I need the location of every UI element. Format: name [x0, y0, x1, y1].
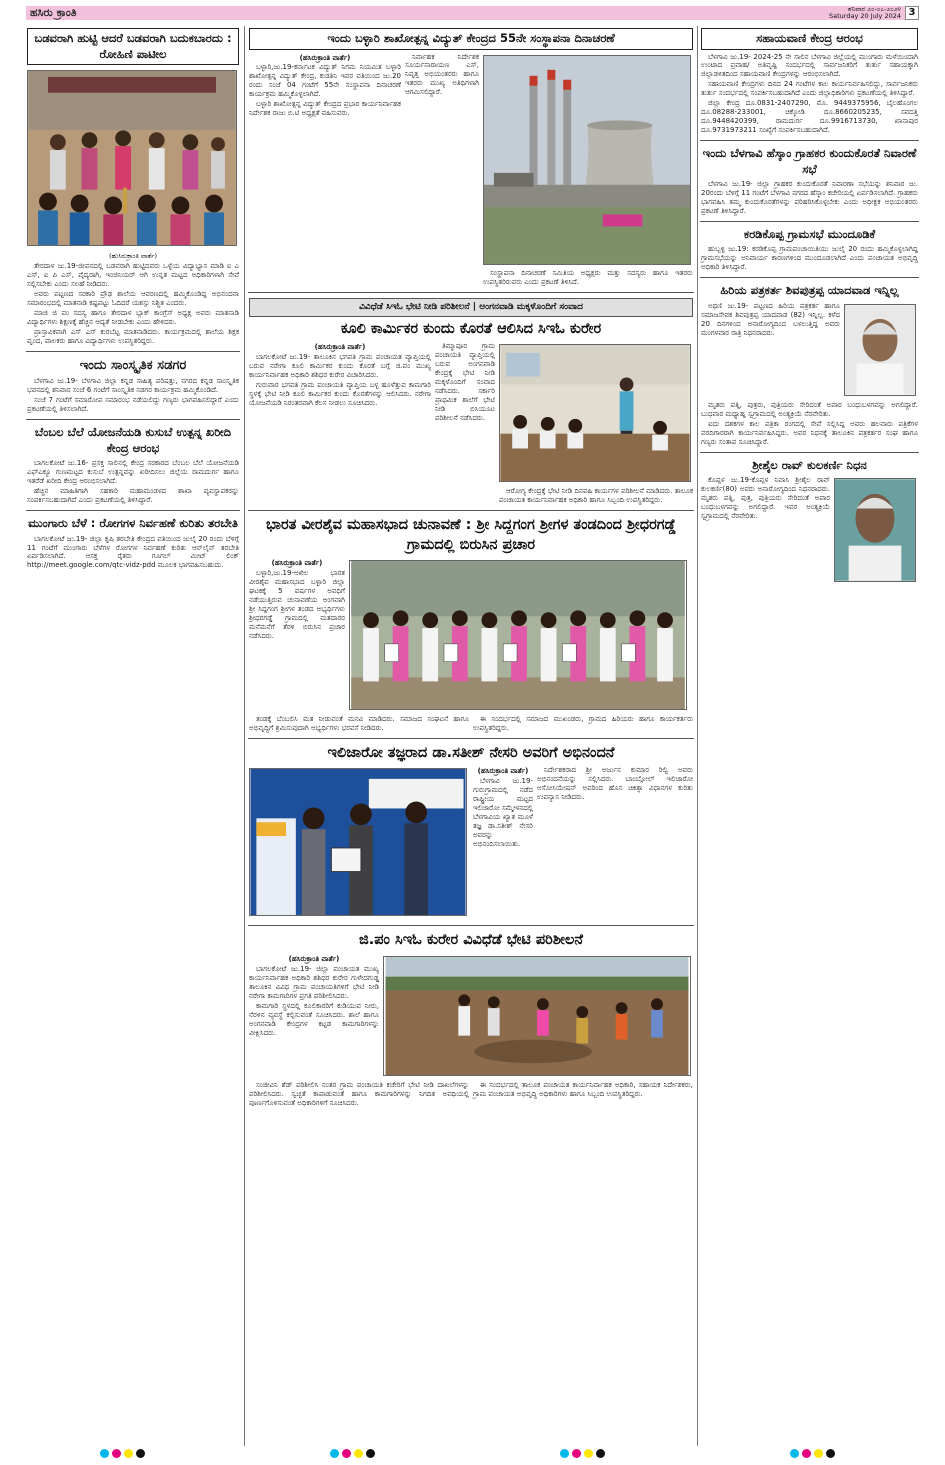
dateline: (ಹಸಿರುಕ್ರಾಂತಿ ವಾರ್ತೆ)	[477, 767, 529, 776]
article-dr-satish-nesari	[248, 742, 694, 927]
article-paragraph: ತಂಡಕ್ಕೆ ಬೆಂಬಲಿಸಿ ಮತ ನೀಡುವಂತೆ ಮನವಿ ಮಾಡಿದರು. ಸಮಾಜದ ಸಂಘಟನೆ ಹಾಗೂ ಅಭಿವೃದ್ಧಿಗೆ ಶ್ರಮಿಸುವುದಾಗಿ ಅಭ್ಯರ್ಥಿಗಳು ಭರವಸೆ ನೀಡಿದರು.	[249, 715, 469, 732]
article-paragraph: ಸಂಸ್ಥಾಪನಾ ದಿನಾಚರಣೆ ಸಮಿತಿಯ ಅಧ್ಯಕ್ಷರು ಮತ್ತು ಸದಸ್ಯರು ಹಾಗೂ ಇತರರು ಉಪಸ್ಥಿತರಿರುವರು ಎಂದು ಪ್ರಕಟಣೆ ತಿಳಿಸಿದೆ.	[483, 269, 693, 287]
page-number: 3	[905, 6, 919, 20]
portrait-photo	[834, 478, 916, 582]
article-paragraph: ಮಾಜಿ ಜಿ ಪಂ ಸದಸ್ಯ ಹಾಗೂ ತೇರದಾಳ ಬ್ಲಾಕ್ ಕಾಂಗ್ರೆಸ್ ಅಧ್ಯಕ್ಷ ಅವರು ಮಾತನಾಡಿ ವಿದ್ಯಾರ್ಥಿಗಳು ಶಿಕ್ಷಣಕ್ಕೆ ಹೆಚ್ಚಿನ ಆದ್ಯತೆ ನೀಡಬೇಕು ಎಂದು ಹೇಳಿದರು.	[27, 309, 239, 327]
headline: ಸಹಾಯವಾಣಿ ಕೇಂದ್ರ ಆರಂಭ	[701, 28, 918, 50]
headline: ಬಡವರಾಗಿ ಹುಟ್ಟಿ ಆದರೆ ಬಡವರಾಗಿ ಬದುಕಬಾರದು : ರೋಹಿಣಿ ಪಾಟೀಲ	[27, 28, 239, 65]
headline: ಹಿರಿಯ ಪತ್ರಕರ್ತ ಶಿವಪುತ್ರಪ್ಪ ಯಾದವಾಡ ಇನ್ನಿಲ್ಲ	[720, 283, 899, 298]
column-right	[700, 26, 919, 1446]
headline: ಇಲಿಜಾರೋ ತಜ್ಞರಾದ ಡಾ.ಸತೀಶ್ ನೇಸರಿ ಅವರಿಗೆ ಅಭಿನಂದನೆ	[327, 744, 615, 761]
article-paragraph: ಕೊಪ್ಪಳ ಜು.19-ಕೊಪ್ಪಳ ನಿವಾಸಿ ಶ್ರೀಶೈಲ ರಾವ್ ಕುಲಕರ್ಣಿ(80) ಅವರು ಅನಾರೋಗ್ಯದಿಂದ ನಿಧನರಾದರು. ಮೃತರು ಪತ್ನಿ, ಪುತ್ರ, ಪುತ್ರಿಯರು ಸೇರಿದಂತೆ ಅಪಾರ ಬಂಧುಬಳಗವನ್ನು ಅಗಲಿದ್ದಾರೆ. ಇವರ ಅಂತ್ಯಕ್ರಿಯೆ ಸ್ವಗ್ರಾಮದಲ್ಲಿ ನೆರವೇರಿತು.	[701, 476, 830, 520]
headline: ಶ್ರೀಶೈಲ ರಾವ್ ಕುಲಕರ್ಣಿ ನಿಧನ	[752, 457, 867, 472]
headline: ಕರಡಿಕೊಪ್ಪ ಗ್ರಾಮಸಭೆ ಮುಂದೂಡಿಕೆ	[743, 226, 876, 241]
article-paragraph: ನಿರ್ದೇಶಕರಾದ ಶ್ರೀ ಅರ್ಜುನ ಕುಮಾರ ರಿಲ್ವಿ ಅವರು ಅಭಿನಂದನೆಯನ್ನು ಸಲ್ಲಿಸಿದರು. ಬಾಂಬ್ಗೋಲ್ ಇಲಿಜಾರೋ ಅಸೋಸಿಯೇಷನ್ ಅವರಿಂದ ಹೊಸ ಚಿಕಿತ್ಸಾ ವಿಧಾನಗಳ ಕುರಿತು ಉಪನ್ಯಾಸ ನೀಡಿದರು.	[537, 766, 693, 802]
headline: ಜಿ.ಪಂ ಸಿಇಓ ಕುರೇರ ವಿವಿಧೆಡೆ ಭೇಟಿ ಪರಿಶೀಲನೆ	[358, 932, 584, 949]
article-paragraph: ಜಿಲ್ಲಾ ಕೇಂದ್ರ ದೂ.0831-2407290, ಮೊ. 9449375956, ಬೈಲಹೊಂಗಲ ದೂ.08288-233001, ಚಿಕ್ಕೋಡಿ ದೂ.8660205235, ಸವದತ್ತಿ ದೂ.9448420399, ರಾಮದುರ್ಗ ದೂ.9916713730, ಖಾನಾಪುರ ದೂ.9731973211 ಸಂಖ್ಯೆಗೆ ಸಂಪರ್ಕಿಸಬಹುದಾಗಿದೆ.	[701, 99, 918, 135]
article-monsoon-training	[26, 514, 240, 575]
article-obituary-yadawad	[700, 281, 919, 452]
dateline: (ಹಸಿರುಕ್ರಾಂತಿ ವಾರ್ತೆ)	[314, 343, 366, 352]
dateline: (ಹಸಿರುಕ್ರಾಂತಿ ವಾರ್ತೆ)	[299, 53, 351, 62]
article-paragraph: ಸಹಾಯವಾಣಿ ಕೇಂದ್ರಗಳು ದಿನದ 24 ಗಂಟೆಗಳ ಕಾಲ ಕಾರ್ಯನಿರ್ವಹಿಸಲಿದ್ದು, ಸಾರ್ವಜನಿಕರು ತುರ್ತು ಸಂದರ್ಭದಲ್ಲಿ ಸಂಪರ್ಕಿಸಬಹುದಾಗಿದೆ ಎಂದು ಜಿಲ್ಲಾಧಿಕಾರಿಗಳು ಪ್ರಕಟಣೆಯಲ್ಲಿ ತಿಳಿಸಿದ್ದಾರೆ.	[701, 80, 918, 98]
article-safflower-procurement	[26, 423, 240, 511]
column-left	[26, 26, 240, 1446]
headline: ಇಂದು ಬಳ್ಳಾರಿ ಶಾಖೋತ್ಪನ್ನ ವಿದ್ಯುತ್ ಕೇಂದ್ರದ 55ನೇ ಸಂಸ್ಥಾಪನಾ ದಿನಾಚರಣೆ	[249, 28, 693, 50]
article-paragraph: ಈ ಸಂದರ್ಭದಲ್ಲಿ ಸಮಾಜದ ಮುಖಂಡರು, ಗ್ರಾಮದ ಹಿರಿಯರು ಹಾಗೂ ಕಾರ್ಯಕರ್ತರು ಉಪಸ್ಥಿತರಿದ್ದರು.	[473, 715, 693, 732]
article-paragraph: ಬಳ್ಳಾರಿ ಶಾಖೋತ್ಪನ್ನ ವಿದ್ಯುತ್ ಕೇಂದ್ರದ ಪ್ರಭಾರ ಕಾರ್ಯನಿರ್ವಾಹಕ ನಿರ್ದೇಶಕ ರಾಜು ಬಿ.ಟಿ ಅಧ್ಯಕ್ಷತೆ ವಹಿಸುವರು.	[249, 100, 401, 118]
registration-marks	[100, 1449, 156, 1459]
article-paragraph: ಈ ಸಂದರ್ಭದಲ್ಲಿ ತಾಲೂಕ ಪಂಚಾಯತ ಕಾರ್ಯನಿರ್ವಾಹಕ ಅಧಿಕಾರಿ, ಸಹಾಯಕ ನಿರ್ದೇಶಕರು, ಗ್ರಾಮ ಪಂಚಾಯತ ಅಭಿವೃದ್ಧಿ ಅಧಿಕಾರಿಗಳು ಹಾಗೂ ಸಿಬ್ಬಂದಿ ಉಪಸ್ಥಿತರಿದ್ದರು.	[473, 1080, 693, 1098]
article-ceo-labourers	[248, 296, 694, 511]
masthead-bar	[26, 6, 919, 20]
article-paragraph: ಕಾಮಗಾರಿ ಸ್ಥಳದಲ್ಲಿ ಕೂಲಿಕಾರರಿಗೆ ಕುಡಿಯುವ ನೀರು, ನೆರಳಿನ ವ್ಯವಸ್ಥೆ ಕಲ್ಪಿಸುವಂತೆ ಸೂಚಿಸಿದರು. ಶಾಲೆ ಹಾಗೂ ಅಂಗನವಾಡಿ ಕೇಂದ್ರಗಳ ಕಟ್ಟಡ ಕಾಮಗಾರಿಗಳನ್ನು ವೀಕ್ಷಿಸಿದರು.	[249, 1001, 379, 1037]
headline: ಮುಂಗಾರು ಬೆಳೆ : ರೋಗಗಳ ನಿರ್ವಹಣೆ ಕುರಿತು ತರಬೇತಿ	[28, 516, 238, 531]
article-hescom-meeting	[700, 144, 919, 222]
dateline: (ಹಸಿರುಕ್ರಾಂತಿ ವಾರ್ತೆ)	[271, 559, 323, 568]
article-paragraph: ತೇರದಾಳ ಜು.19-ಜೀವನದಲ್ಲಿ ಬಡವರಾಗಿ ಹುಟ್ಟಿದವರು ಒಳ್ಳೆಯ ವಿದ್ಯಾಭ್ಯಾಸ ಮಾಡಿ ಐ ಎ ಎಸ್, ಐ ಪಿ ಎಸ್, ವೈದ್ಯರಾಗಿ, ಇಂಜಿನಿಯರ್ ಆಗಿ ಉನ್ನತ ಮಟ್ಟದ ಅಧಿಕಾರಿಗಳಾಗಿ ಸೇವೆ ಸಲ್ಲಿಸಬೇಕು ಎಂದು ಸಲಹೆ ನೀಡಿದರು.	[27, 262, 239, 289]
article-paragraph: ಬಳ್ಳಾರಿ,ಜು.19-ಕರ್ನಾಟಕ ವಿದ್ಯುತ್ ನಿಗಮ ನಿಯಮಿತ ಬಳ್ಳಾರಿ ಶಾಖೋತ್ಪನ್ನ ವಿದ್ಯುತ್ ಕೇಂದ್ರ, ಕುಡತಿನಿ ಇವರ ವತಿಯಿಂದ ಜು.20 ರಂದು ಸಂಜೆ 04 ಗಂಟೆಗೆ 55ನೇ ಸಂಸ್ಥಾಪನಾ ದಿನಾಚರಣೆ ಕಾರ್ಯಕ್ರಮ ಹಮ್ಮಿಕೊಳ್ಳಲಾಗಿದೆ.	[249, 63, 401, 99]
masthead	[26, 6, 919, 20]
article-rohini-patil	[26, 26, 240, 352]
headline: ಇಂದು ಸಾಂಸ್ಕೃತಿಕ ಸಡಗರ	[79, 357, 187, 373]
masthead-dates	[829, 6, 901, 20]
registration-marks	[790, 1449, 846, 1459]
article-paragraph: ಮೃತರು ಪತ್ನಿ, ಪುತ್ರರು, ಪುತ್ರಿಯರು ಸೇರಿದಂತೆ ಅಪಾರ ಬಂಧುಬಳಗವನ್ನು ಅಗಲಿದ್ದಾರೆ. ಬುಧವಾರ ಮಧ್ಯಾಹ್ನ ಸ್ವಗ್ರಾಮದಲ್ಲಿ ಅಂತ್ಯಕ್ರಿಯೆ ನೆರವೇರಿತು.	[701, 400, 918, 418]
article-paragraph: ಹೆಚ್ಚಿನ ಮಾಹಿತಿಗಾಗಿ ಸಹಕಾರಿ ಮಹಾಮಂಡಳದ ಶಾಖಾ ವ್ಯವಸ್ಥಾಪಕರನ್ನು ಸಂಪರ್ಕಿಸಬಹುದಾಗಿದೆ ಎಂದು ಪ್ರಕಟಣೆಯಲ್ಲಿ ತಿಳಿಸಿದ್ದಾರೆ.	[27, 487, 239, 505]
subhead-band: ವಿವಿಧೆಡೆ ಸಿಇಓ ಭೇಟಿ ನೀಡಿ ಪರಿಶೀಲನೆ | ಅಂಗನವಾಡಿ ಮಕ್ಕಳೊಂದಿಗೆ ಸಂವಾದ	[249, 298, 693, 316]
article-paragraph: ಸಂಜೀವಿನಿ ಶೆಡ್ ಪರಿಶೀಲಿಸಿ ನಂತರ ಗ್ರಾಮ ಪಂಚಾಯತಿ ಕಚೇರಿಗೆ ಭೇಟಿ ನೀಡಿ ದಾಖಲೆಗಳನ್ನು ಪರಿಶೀಲಿಸಿದರು. ಸ್ವಚ್ಛತೆ ಕಾಪಾಡುವಂತೆ ಹಾಗೂ ಕಾಮಗಾರಿಗಳನ್ನು ನಿಗದಿತ ಅವಧಿಯಲ್ಲಿ ಪೂರ್ಣಗೊಳಿಸುವಂತೆ ಅಧಿಕಾರಿಗಳಿಗೆ ಸೂಚಿಸಿದರು.	[249, 1080, 469, 1107]
classroom-photo	[499, 344, 691, 482]
headline: ಭಾರತ ವೀರಶೈವ ಮಹಾಸಭಾದ ಚುನಾವಣೆ : ಶ್ರೀ ಸಿದ್ದಗಂಗ ಶ್ರೀಗಳ ತಂಡದಿಂದ ಶ್ರೀಧರಗಡ್ಡೆ ಗ್ರಾಮದಲ್ಲಿ ಬಿರುಸಿನ ಪ್ರಚಾರ	[265, 516, 677, 553]
article-paragraph: ಸಂಜೆ 7 ಗಂಟೆಗೆ ಸಮಾರೋಪ ಸಮಾರಂಭ ನಡೆಯಲಿದ್ದು ಗಣ್ಯರು ಭಾಗವಹಿಸಲಿದ್ದಾರೆ ಎಂದು ಪ್ರಕಟಣೆಯಲ್ಲಿ ತಿಳಿಸಲಾಗಿದೆ.	[27, 396, 239, 414]
dateline: (ಹಸಿರುಕ್ರಾಂತಿ ವಾರ್ತೆ)	[288, 955, 340, 963]
article-paragraph: ಬಾಗಲಕೋಟೆ ಜು.16- ಪ್ರಸಕ್ತ ಸಾಲಿನಲ್ಲಿ ಕೇಂದ್ರ ಸರಕಾರದ ಬೆಂಬಲ ಬೆಲೆ ಯೋಜನೆಯಡಿ ಎಫ್‌ಎಕ್ಯೂ ಗುಣಮಟ್ಟದ ಕುಸುಬೆ ಉತ್ಪನ್ನವನ್ನು ಖರೀದಿಸಲು ಜಿಲ್ಲೆಯ ರಾಮದುರ್ಗ ಹಾಗೂ ಇತರೆಡೆ ಖರೀದಿ ಕೇಂದ್ರ ಆರಂಭಿಸಲಾಗಿದೆ.	[27, 459, 239, 486]
headline: ಇಂದು ಬೆಳಗಾವಿ ಹೆಸ್ಕಾಂ ಗ್ರಾಹಕರ ಕುಂದುಕೊರತೆ ನಿವಾರಣೆ ಸಭೆ	[702, 146, 917, 176]
column-rule	[244, 26, 245, 1446]
felicitation-photo	[249, 768, 467, 916]
article-paragraph: ಬೆಳಗಾವಿ ಜು.19- ಬೆಳಗಾವಿ ಜಿಲ್ಲಾ ಕನ್ನಡ ಸಾಹಿತ್ಯ ಪರಿಷತ್ತು, ನಗರದ ಕನ್ನಡ ಸಾಂಸ್ಕೃತಿಕ ಭವನದಲ್ಲಿ ಶನಿವಾರ ಸಂಜೆ 6 ಗಂಟೆಗೆ ಸಾಂಸ್ಕೃತಿಕ ಸಡಗರ ಕಾರ್ಯಕ್ರಮ ಹಮ್ಮಿಕೊಂಡಿದೆ.	[27, 377, 239, 395]
article-paragraph: ಐದು ದಶಕಗಳ ಕಾಲ ಪತ್ರಿಕಾ ರಂಗದಲ್ಲಿ ಸೇವೆ ಸಲ್ಲಿಸಿದ್ದ ಅವರು ಹಲವಾರು ಪತ್ರಿಕೆಗಳ ವರದಿಗಾರರಾಗಿ ಕಾರ್ಯನಿರ್ವಹಿಸಿದ್ದರು. ಅವರ ನಿಧನಕ್ಕೆ ತಾಲೂಕಿನ ಪತ್ರಕರ್ತರ ಸಂಘ ಹಾಗೂ ಗಣ್ಯರು ಸಂತಾಪ ಸೂಚಿಸಿದ್ದಾರೆ.	[701, 419, 918, 446]
power-plant-photo	[483, 55, 691, 265]
article-veerashaiva-election	[248, 514, 694, 739]
headline: ಕೂಲಿ ಕಾರ್ಮಿಕರ ಕುಂದು ಕೊರತೆ ಆಲಿಸಿದ ಸಿಇಓ ಕುರೇರ	[340, 320, 602, 337]
article-paragraph: ತಿಮ್ಮಾಪೂರ ಗ್ರಾಮ ಪಂಚಾಯತಿ ವ್ಯಾಪ್ತಿಯಲ್ಲಿ ಬರುವ ಅಂಗನವಾಡಿ ಕೇಂದ್ರಕ್ಕೆ ಭೇಟಿ ನೀಡಿ ಮಕ್ಕಳೊಂದಿಗೆ ಸಂವಾದ ನಡೆಸಿದರು. ಸರ್ಕಾರಿ ಪ್ರಾಥಮಿಕ ಶಾಲೆಗೆ ಭೇಟಿ ನೀಡಿ ಬಿಸಿಯೂಟ ಪರಿಶೀಲನೆ ನಡೆಸಿದರು.	[435, 342, 495, 422]
date-english: Saturday 20 July 2024	[829, 12, 901, 20]
column-rule	[697, 26, 698, 1446]
article-ceo-inspection	[248, 929, 694, 1112]
campaign-group-photo	[349, 560, 687, 710]
article-paragraph: ಗುರುವಾರ ಭಗವತಿ ಗ್ರಾಮ ಪಂಚಾಯತಿ ವ್ಯಾಪ್ತಿಯ ಬಳ್ಳ ಹೂಳೆತ್ತುವ ಕಾಮಗಾರಿ ಸ್ಥಳಕ್ಕೆ ಭೇಟಿ ನೀಡಿ ಕೂಲಿ ಕಾರ್ಮಿಕರ ಕುಂದು ಕೊರತೆಗಳನ್ನು ಆಲಿಸಿದರು. ನರೇಗಾ ಯೋಜನೆಯಡಿ ನಿರಂತರವಾಗಿ ಕೆಲಸ ನೀಡಲು ಸೂಚಿಸಿದರು.	[249, 380, 431, 407]
article-paragraph: ಬಾಗಲಕೋಟೆ ಜು.19- ತಾಲೂಕಿನ ಭಗವತಿ ಗ್ರಾಮ ಪಂಚಾಯತ ವ್ಯಾಪ್ತಿಯಲ್ಲಿ ಬರುವ ನರೇಗಾ ಕೂಲಿ ಕಾರ್ಮಿಕರ ಕುಂದು ಕೊರತೆ ಬಗ್ಗೆ ಜಿ.ಪಂ ಮುಖ್ಯ ಕಾರ್ಯನಿರ್ವಾಹಕ ಅಧಿಕಾರಿ ಶಶಿಧರ ಕುರೇರ ವಿಚಾರಿಸಿದರು.	[249, 353, 431, 379]
article-paragraph: ಬೆಳಗಾವಿ ಜು.19- ಜಿಲ್ಲಾ ಗ್ರಾಹಕರ ಕುಂದುಕೊರತೆ ನಿವಾರಣಾ ಸಭೆಯನ್ನು ಶನಿವಾರ ಜು. 20ರಂದು ಬೆಳಿಗ್ಗೆ 11 ಗಂಟೆಗೆ ಬೆಳಗಾವಿ ನಗರದ ಹೆಸ್ಕಾಂ ಕಚೇರಿಯಲ್ಲಿ ಏರ್ಪಡಿಸಲಾಗಿದೆ. ಗ್ರಾಹಕರು ಭಾಗವಹಿಸಿ ತಮ್ಮ ಕುಂದುಕೊರತೆಗಳನ್ನು ಪರಿಹರಿಸಿಕೊಳ್ಳಬೇಕು ಎಂದು ಅಧೀಕ್ಷಕ ಅಭಿಯಂತರರು ಪ್ರಕಟಣೆ ತಿಳಿಸಿದ್ದಾರೆ.	[701, 180, 919, 215]
article-obituary-kulkarni	[700, 456, 919, 591]
article-paragraph: ಬಳ್ಳಾರಿ,ಜು.19-ಅಖಿಲ ಭಾರತ ವೀರಶೈವ ಮಹಾಸಭಾದ ಬಳ್ಳಾರಿ ಜಿಲ್ಲಾ ಘಟಕಕ್ಕೆ 5 ವರ್ಷಗಳ ಅವಧಿಗೆ ನಡೆಯುತ್ತಿರುವ ಚುನಾವಣೆಯ ಅಂಗವಾಗಿ ಶ್ರೀ ಸಿದ್ದಗಂಗ ಶ್ರೀಗಳ ತಂಡದ ಅಭ್ಯರ್ಥಿಗಳು ಶ್ರೀಧರಗಡ್ಡೆ ಗ್ರಾಮದಲ್ಲಿ ಮತದಾರರ ಮನೆಮನೆಗೆ ತೆರಳಿ ಬಿರುಸಿನ ಪ್ರಚಾರ ನಡೆಸಿದರು.	[249, 569, 345, 640]
registration-marks	[330, 1449, 386, 1459]
article-paragraph: ಅಥಣಿ ಜು.19- ಪಟ್ಟಣದ ಹಿರಿಯ ಪತ್ರಕರ್ತ ಹಾಗೂ ಸಮಾಜಸೇವಕ ಶಿವಪುತ್ರಪ್ಪ ಯಾದವಾಡ (82) ಇನ್ನಿಲ್ಲ. ಕಳೆದ 20 ದಿನಗಳಿಂದ ಅನಾರೋಗ್ಯದಿಂದ ಬಳಲುತ್ತಿದ್ದ ಅವರು ಮಂಗಳವಾರ ರಾತ್ರಿ ನಿಧನರಾದರು.	[701, 301, 840, 337]
article-paragraph: ಆರೋಗ್ಯ ಕೇಂದ್ರಕ್ಕೆ ಭೇಟಿ ನೀಡಿ ದಿನವಹಿ ಕಾರ್ಯಗಳ ಪರಿಶೀಲನೆ ಮಾಡಿದರು. ತಾಲೂಕ ಪಂಚಾಯತ ಕಾರ್ಯನಿರ್ವಾಹಕ ಅಧಿಕಾರಿ ಹಾಗೂ ಸಿಬ್ಬಂದಿ ಉಪಸ್ಥಿತರಿದ್ದರು.	[499, 487, 693, 504]
article-paragraph: ಬೆಳಗಾವಿ ಜು.19- ಗುರುಗ್ರಾಮದಲ್ಲಿ ನಡೆದ ರಾಷ್ಟ್ರೀಯ ಮಟ್ಟದ ಇಲಿಜಾರೋ ಸಮ್ಮೇಳನದಲ್ಲಿ ಬೆಳಗಾವಿಯ ಖ್ಯಾತ ಮೂಳೆ ತಜ್ಞ ಡಾ.ಸತೀಶ್ ನೇಸರಿ ಅವರನ್ನು ಅಭಿನಂದಿಸಲಾಯಿತು.	[473, 777, 534, 849]
article-gramasabha-postponed	[700, 225, 919, 278]
article-cultural-event	[26, 355, 240, 420]
registration-marks	[560, 1449, 616, 1459]
article-paragraph: ಪ್ರಾಸ್ತಾವಿಕವಾಗಿ ಎಸ್ ಎಸ್ ಕುರಬೆಟ್ಟ ಮಾತನಾಡಿದರು. ಕಾರ್ಯಕ್ರಮದಲ್ಲಿ ಶಾಲೆಯ ಶಿಕ್ಷಕ ವೃಂದ, ಪಾಲಕರು ಹಾಗೂ ವಿದ್ಯಾರ್ಥಿಗಳು ಉಪಸ್ಥಿತರಿದ್ದರು.	[27, 327, 239, 345]
worksite-photo	[383, 956, 691, 1076]
event-photo	[27, 70, 237, 246]
masthead-title: ಹಸಿರು ಕ್ರಾಂತಿ	[30, 6, 77, 19]
article-paragraph: ಹುಬ್ಬಳ್ಳಿ ಜು.19: ಕರಡಿಕೊಪ್ಪ ಗ್ರಾಮಪಂಚಾಯಿತಿಯು ಜುಲೈ 20 ರಂದು ಹಮ್ಮಿಕೊಳ್ಳಲಾಗಿದ್ದ ಗ್ರಾಮಸಭೆಯನ್ನು ಅನಿವಾರ್ಯ ಕಾರಣಗಳಿಂದ ಮುಂದೂಡಲಾಗಿದೆ ಎಂದು ಪಂಚಾಯತ ಅಭಿವೃದ್ಧಿ ಅಧಿಕಾರಿ ತಿಳಿಸಿದ್ದಾರೆ.	[701, 245, 918, 272]
portrait-photo	[844, 304, 916, 396]
column-center	[248, 26, 694, 1446]
photo-caption: (ಹುಸಿರುಕ್ರಾಂತಿ ವಾರ್ತೆ)	[108, 251, 158, 260]
date-kannada: ಶನಿವಾರ ೨೦-೦೭-೨೦೨೪	[848, 5, 901, 13]
article-paragraph: ಬೆಳಗಾವಿ ಜು.19- 2024-25 ನೇ ಸಾಲಿನ ಬೆಳಗಾವಿ ಜಿಲ್ಲೆಯಲ್ಲಿ ಮುಂಗಾರು ಮಳೆಯಿಂದಾಗಿ ಉಂಟಾದ ಪ್ರವಾಹ/ ಅತಿವೃಷ್ಟಿ ಸಂದರ್ಭದಲ್ಲಿ ಸಾರ್ವಜನಿಕರಿಗೆ ತುರ್ತು ಸಹಾಯಕ್ಕಾಗಿ ಜಿಲ್ಲಾಡಳಿತದಿಂದ ಸಹಾಯವಾಣಿ ಕೇಂದ್ರಗಳನ್ನು ಆರಂಭಿಸಲಾಗಿದೆ.	[701, 52, 918, 79]
article-paragraph: ಅವರು ಪಟ್ಟಣದ ಸರಕಾರಿ ಪ್ರೌಢ ಶಾಲೆಯ ಆವರಣದಲ್ಲಿ ಹಮ್ಮಿಕೊಂಡಿದ್ದ ಅಭಿನಂದನಾ ಸಮಾರಂಭದಲ್ಲಿ ಮಾತನಾಡಿ ಕಷ್ಟಪಟ್ಟು ಓದಿದರೆ ಯಶಸ್ಸು ನಿಶ್ಚಿತ ಎಂದರು.	[27, 290, 239, 308]
article-paragraph: ನಿರ್ವಾಹಕ ನಿರ್ದೇಶಕ ಸೂರ್ಯನಾರಾಯಣ ಎಸ್, ನಿವೃತ್ತ ಅಭಿಯಂತರರು ಹಾಗೂ ಇತರರು ಮುಖ್ಯ ಅತಿಥಿಗಳಾಗಿ ಆಗಮಿಸಲಿದ್ದಾರೆ.	[405, 52, 479, 97]
article-paragraph: ಬಾಗಲಕೋಟೆ ಜು.19- ಜಿಲ್ಲಾ ಕೃಷಿ ತರಬೇತಿ ಕೇಂದ್ರದ ವತಿಯಿಂದ ಜುಲೈ 20 ರಂದು ಬೆಳಿಗ್ಗೆ 11 ಗಂಟೆಗೆ ಮುಂಗಾರು ಬೆಳೆಗಳ ರೋಗಗಳ ನಿರ್ವಹಣೆ ಕುರಿತು ಆನ್‌ಲೈನ್ ತರಬೇತಿ ಏರ್ಪಡಿಸಲಾಗಿದೆ. ಆಸಕ್ತ ರೈತರು ಗೂಗಲ್ ಮೀಟ್ ಲಿಂಕ್ http://meet.google.com/qtc-vidz-pdd ಮೂಲಕ ಭಾಗವಹಿಸಬಹುದು.	[27, 534, 239, 570]
article-paragraph: ಬಾಗಲಕೋಟೆ ಜು.19- ಜಿಲ್ಲಾ ಪಂಚಾಯತ ಮುಖ್ಯ ಕಾರ್ಯನಿರ್ವಾಹಕ ಅಧಿಕಾರಿ ಶಶಿಧರ ಕುರೇರ ಗುಳೇದಗುಡ್ಡ ತಾಲೂಕಿನ ವಿವಿಧ ಗ್ರಾಮ ಪಂಚಾಯತಿಗಳಿಗೆ ಭೇಟಿ ನೀಡಿ ನರೇಗಾ ಕಾಮಗಾರಿಗಳ ಪ್ರಗತಿ ಪರಿಶೀಲಿಸಿದರು.	[249, 964, 379, 1000]
article-thermal-plant	[248, 26, 694, 293]
headline: ಬೆಂಬಲ ಬೆಲೆ ಯೋಜನೆಯಡಿ ಕುಸುಬೆ ಉತ್ಪನ್ನ ಖರೀದಿ ಕೇಂದ್ರ ಆರಂಭ	[34, 425, 232, 455]
article-helpline	[700, 26, 919, 141]
